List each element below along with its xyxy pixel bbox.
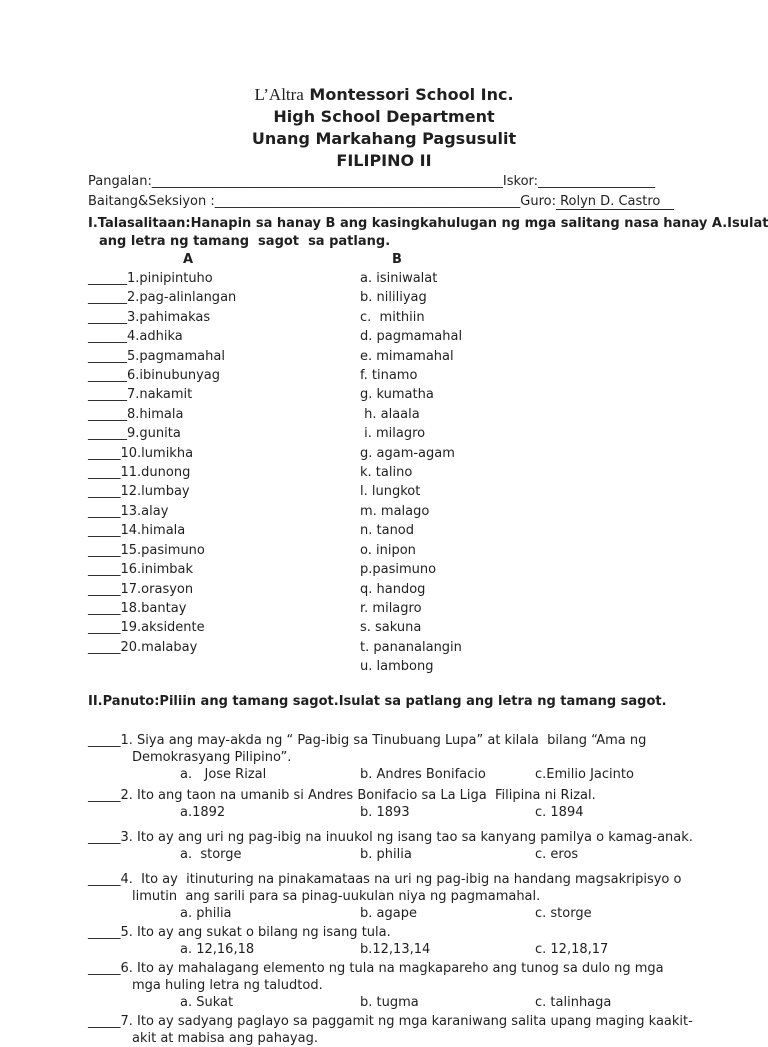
match-item-b: q. handog [360, 581, 426, 597]
answer-blank: _____ [88, 829, 121, 845]
option-a: a. 12,16,18 [180, 941, 255, 957]
option-b: b. 1893 [360, 804, 410, 820]
match-item-a: _____20.malabay [88, 639, 198, 655]
match-item-a: ______3.pahimakas [88, 309, 211, 325]
column-b-header: B [392, 252, 402, 267]
question-line1: 6. Ito ay mahalagang elemento ng tula na magkapareho ang tunog sa dulo ng mga [120, 960, 664, 976]
score-label: Iskor: [502, 174, 539, 189]
option-c: c. 1894 [535, 804, 584, 820]
question-options [0, 941, 768, 958]
question-line2: akit at mabisa ang pahayag. [132, 1030, 318, 1046]
question-line1: 1. Siya ang may-akda ng “ Pag-ibig sa Tinubuang Lupa” at kilala bilang “Ama ng [120, 732, 647, 748]
option-c: c. talinhaga [535, 994, 612, 1010]
matching-column-b [360, 269, 462, 677]
match-item-b: h. alaala [360, 406, 420, 422]
match-item-a: ______7.nakamit [88, 387, 193, 403]
question-line1: 5. Ito ay ang sukat o bilang ng isang tula. [120, 924, 391, 940]
option-b: b. philia [360, 846, 412, 862]
question-6 [0, 960, 768, 1011]
question-line1: 7. Ito ay sadyang paglayo sa paggamit ng mga karaniwang salita upang maging kaakit- [120, 1013, 693, 1029]
teacher-label: Guro: [520, 194, 556, 209]
match-item-a: ______4.adhika [88, 329, 183, 345]
option-c: c. storge [535, 905, 592, 921]
match-item-a: _____15.pasimuno [88, 542, 205, 558]
match-item-b: s. sakuna [360, 620, 422, 636]
score-blank-line: __________________ [538, 174, 656, 189]
match-item-b: t. pananalangin [360, 639, 462, 655]
matching-column-a [88, 269, 360, 677]
subject-line: FILIPINO II [336, 151, 432, 170]
match-item-b: m. malago [360, 503, 430, 519]
match-item-b: b. nililiyag [360, 290, 427, 306]
matching-column-headers [0, 250, 768, 269]
question-1 [0, 732, 768, 783]
question-text [0, 1013, 768, 1030]
section2-heading: II.Panuto:Piliin ang tamang sagot.Isulat sa patlang ang letra ng tamang sagot. [88, 693, 667, 709]
question-line2: Demokrasyang Pilipino”. [132, 749, 292, 765]
school-name [0, 84, 768, 106]
answer-blank: _____ [88, 871, 121, 887]
match-item-a: ______6.ibinubunyag [88, 368, 220, 384]
matching-section [0, 269, 768, 677]
match-item-b: u. lambong [360, 659, 434, 675]
question-line1: 3. Ito ay ang uri ng pag-ibig na inuukol ng isang tao sa kanyang pamilya o kamag-anak. [120, 829, 693, 845]
question-line1: 4. Ito ay itinuturing na pinakamataas na uri ng pag-ibig na handang magsakripisyo o [120, 871, 682, 887]
option-a: a. storge [180, 846, 242, 862]
match-item-a: _____10.lumikha [88, 445, 194, 461]
match-item-a: _____14.himala [88, 523, 186, 539]
option-c: c.Emilio Jacinto [535, 766, 634, 782]
match-item-a: ______5.pagmamahal [88, 348, 225, 364]
grade-teacher-row [0, 192, 768, 212]
answer-blank: _____ [88, 1013, 121, 1029]
question-line2: limutin ang sarili para sa pinag-uukulan niya ng pagmamahal. [132, 888, 541, 904]
option-b: b. Andres Bonifacio [360, 766, 486, 782]
match-item-a: _____16.inimbak [88, 562, 194, 578]
match-item-b: e. mimamahal [360, 348, 454, 364]
match-item-a: ______8.himala [88, 406, 184, 422]
question-text [0, 787, 768, 804]
match-item-b: i. milagro [360, 426, 426, 442]
match-item-a: _____17.orasyon [88, 581, 194, 597]
option-c: c. 12,18,17 [535, 941, 609, 957]
teacher-name: Rolyn D. Castro [556, 194, 674, 210]
question-options [0, 804, 768, 821]
department-line: High School Department [273, 107, 495, 126]
match-item-a: _____12.lumbay [88, 484, 190, 500]
match-item-b: g. agam-agam [360, 445, 455, 461]
option-b: b.12,13,14 [360, 941, 431, 957]
match-item-b: c. mithiin [360, 309, 425, 325]
match-item-b: n. tanod [360, 523, 415, 539]
column-a-header: A [183, 252, 194, 267]
match-item-b: l. lungkot [360, 484, 421, 500]
match-item-b: o. inipon [360, 542, 416, 558]
name-blank-line: ______________________________________________________ [151, 174, 503, 189]
section1-heading-line1: I.Talasalitaan:Hanapin sa hanay B ang kasingkahulugan ng mga salitang nasa hanay A.Isulat [88, 216, 768, 231]
question-text [0, 871, 768, 888]
option-a: a. Jose Rizal [180, 766, 267, 782]
answer-blank: _____ [88, 960, 121, 976]
question-options [0, 905, 768, 922]
match-item-a: ______9.gunita [88, 426, 181, 442]
option-b: b. agape [360, 905, 417, 921]
match-item-a: _____19.aksidente [88, 620, 205, 636]
question-2 [0, 787, 768, 821]
match-item-b: p.pasimuno [360, 562, 437, 578]
option-c: c. eros [535, 846, 579, 862]
match-item-b: g. kumatha [360, 387, 434, 403]
question-line1: 2. Ito ang taon na umanib si Andres Bonifacio sa La Liga Filipina ni Rizal. [120, 787, 596, 803]
question-4 [0, 871, 768, 922]
option-b: b. tugma [360, 994, 419, 1010]
option-a: a.1892 [180, 804, 226, 820]
match-item-a: _____18.bantay [88, 600, 187, 616]
section1-heading-line2: ang letra ng tamang sagot sa patlang. [99, 233, 391, 249]
grade-blank-line: _______________________________________________ [214, 194, 521, 209]
match-item-b: r. milagro [360, 600, 422, 616]
name-label: Pangalan: [88, 174, 152, 189]
match-item-a: ______2.pag-alinlangan [88, 290, 237, 306]
question-3 [0, 829, 768, 863]
question-options [0, 766, 768, 783]
match-item-b: a. isiniwalat [360, 271, 438, 286]
answer-blank: _____ [88, 924, 121, 940]
match-item-a: _____11.dunong [88, 465, 191, 481]
question-text [0, 924, 768, 941]
question-text [0, 732, 768, 749]
match-item-a: _____13.alay [88, 503, 169, 519]
option-a: a. Sukat [180, 994, 234, 1010]
match-item-b: f. tinamo [360, 368, 418, 384]
match-item-b: k. talino [360, 465, 413, 481]
question-5 [0, 924, 768, 958]
question-7 [0, 1013, 768, 1047]
match-item-b: d. pagmamahal [360, 329, 463, 345]
name-score-row [0, 172, 768, 192]
answer-blank: _____ [88, 787, 121, 803]
school-name-serif: L’Altra [254, 85, 304, 104]
question-text [0, 829, 768, 846]
question-options [0, 846, 768, 863]
question-text [0, 960, 768, 977]
question-options [0, 994, 768, 1011]
answer-blank: _____ [88, 732, 121, 748]
question-line2: mga huling letra ng taludtod. [132, 977, 323, 993]
school-name-rest: Montessori School Inc. [303, 85, 514, 104]
exam-title-line: Unang Markahang Pagsusulit [251, 129, 517, 148]
option-a: a. philia [180, 905, 232, 921]
match-item-a: ______1.pinipintuho [88, 271, 213, 286]
grade-label: Baitang&Seksiyon : [88, 194, 215, 209]
